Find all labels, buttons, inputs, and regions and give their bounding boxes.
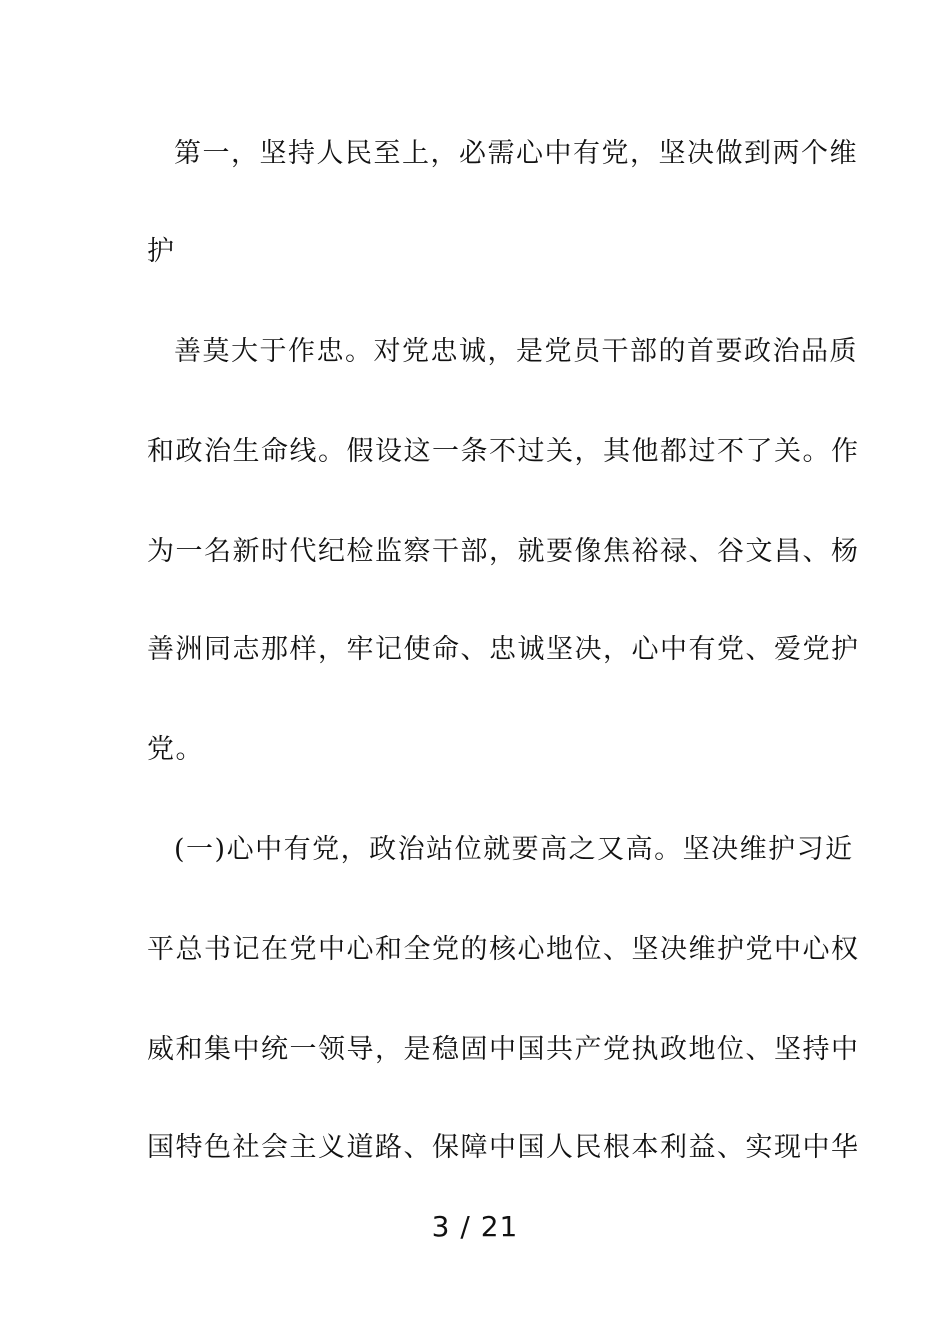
paragraph-line: 平总书记在党中心和全党的核心地位、坚决维护党中心权 (147, 934, 860, 965)
paragraph-line: 善洲同志那样，牢记使命、忠诚坚决，心中有党、爱党护 (147, 634, 860, 665)
paragraph-line: (一)心中有党，政治站位就要高之又高。坚决维护习近 (174, 834, 854, 865)
page-number: 3 / 21 (431, 1210, 519, 1243)
paragraph-line: 护 (147, 236, 176, 267)
paragraph-line: 威和集中统一领导，是稳固中国共产党执政地位、坚持中 (147, 1034, 860, 1065)
paragraph-line: 党。 (147, 734, 204, 765)
paragraph-line: 和政治生命线。假设这一条不过关，其他都过不了关。作 (147, 436, 860, 467)
paragraph-line: 为一名新时代纪检监察干部，就要像焦裕禄、谷文昌、杨 (147, 536, 860, 567)
paragraph-line: 国特色社会主义道路、保障中国人民根本利益、实现中华 (147, 1132, 860, 1163)
paragraph-line: 善莫大于作忠。对党忠诚，是党员干部的首要政治品质 (174, 336, 858, 367)
paragraph-line: 第一，坚持人民至上，必需心中有党，坚决做到两个维 (174, 138, 858, 169)
